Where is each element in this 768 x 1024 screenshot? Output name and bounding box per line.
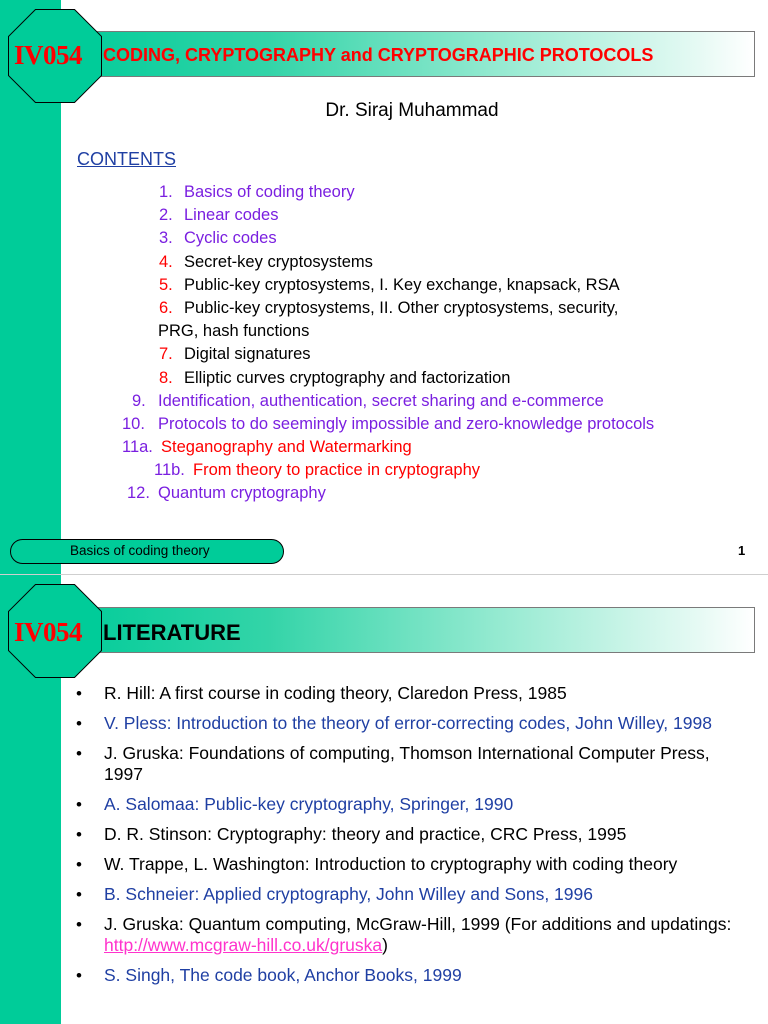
bullet-icon: •: [76, 795, 82, 814]
literature-item-text: D. R. Stinson: Cryptography: theory and practice, CRC Press, 1995: [104, 824, 627, 844]
toc-item-text: Secret-key cryptosystems: [184, 252, 373, 271]
literature-item: [0, 794, 768, 815]
literature-item: [0, 683, 768, 704]
toc-item[interactable]: [0, 483, 768, 506]
toc-item-text: Digital signatures: [184, 345, 311, 364]
toc-item-text: Linear codes: [184, 206, 279, 225]
toc-item-number: 9.: [132, 391, 146, 410]
toc-item[interactable]: [0, 205, 768, 228]
bullet-icon: •: [76, 855, 82, 874]
toc-item-text: Identification, authentication, secret sharing and e-commerce: [158, 391, 604, 410]
toc-item-number: 11b.: [154, 461, 185, 480]
toc-item-number: 5.: [159, 275, 173, 294]
toc-item-text: From theory to practice in cryptography: [193, 461, 481, 480]
toc-item[interactable]: [0, 414, 768, 437]
slide-2-title: LITERATURE: [103, 620, 241, 645]
literature-item-text-after: ): [382, 935, 388, 955]
bullet-icon: •: [76, 684, 82, 703]
toc-item-number: 6.: [159, 298, 173, 317]
literature-item: [0, 713, 768, 734]
toc-item-text: Cyclic codes: [184, 229, 277, 248]
bullet-icon: •: [76, 885, 82, 904]
literature-item: [0, 965, 768, 986]
toc-item[interactable]: [0, 391, 768, 414]
literature-item-text: W. Trappe, L. Washington: Introduction to cryptography with coding theory: [104, 854, 678, 874]
literature-item-text: J. Gruska: Foundations of computing, Thomson International Computer Press, 1997: [104, 743, 710, 784]
page-number: 1: [738, 543, 746, 558]
toc-item-number: 1.: [159, 183, 173, 201]
toc-item[interactable]: [0, 182, 768, 205]
toc-item-text: Public-key cryptosystems, II. Other cryptosystems, security,: [184, 298, 619, 317]
bullet-icon: •: [76, 714, 82, 733]
bullet-icon: •: [76, 825, 82, 844]
contents-heading[interactable]: CONTENTS: [77, 149, 176, 169]
literature-item-text: J. Gruska: Quantum computing, McGraw-Hill, 1999 (For additions and updatings:: [104, 914, 732, 934]
toc-item-number: 8.: [159, 368, 173, 387]
toc-item-number: 11a.: [122, 438, 153, 457]
toc-item[interactable]: [0, 437, 768, 460]
toc-item[interactable]: [0, 298, 768, 321]
toc-item[interactable]: [0, 460, 768, 483]
toc-item[interactable]: [0, 368, 768, 391]
toc-item-number: 10.: [122, 414, 145, 433]
literature-item: [0, 743, 768, 785]
toc-item-text: Public-key cryptosystems, I. Key exchange, knapsack, RSA: [184, 275, 620, 294]
bullet-icon: •: [76, 966, 82, 985]
toc-item-text: Protocols to do seemingly impossible and zero-knowledge protocols: [158, 414, 655, 433]
bullet-icon: •: [76, 744, 82, 763]
author-name: Dr. Siraj Muhammad: [325, 100, 499, 121]
toc-item-number: 4.: [159, 252, 173, 271]
bullet-icon: •: [76, 915, 82, 934]
literature-item-text: R. Hill: A first course in coding theory, Claredon Press, 1985: [104, 683, 567, 703]
toc-item[interactable]: [0, 252, 768, 275]
toc-item-text: Quantum cryptography: [158, 484, 326, 503]
course-code: IV054: [14, 40, 83, 70]
literature-item: [0, 884, 768, 905]
toc-item-text: Steganography and Watermarking: [161, 438, 412, 457]
literature-list: [0, 683, 768, 995]
table-of-contents: [0, 182, 768, 507]
literature-item-text: A. Salomaa: Public-key cryptography, Springer, 1990: [104, 794, 514, 814]
literature-item-text: V. Pless: Introduction to the theory of error-correcting codes, John Willey, 1998: [104, 713, 712, 733]
toc-item-number: 3.: [159, 229, 173, 248]
literature-item: [0, 824, 768, 845]
footer-section-label: Basics of coding theory: [70, 543, 210, 558]
toc-item-number: 7.: [159, 345, 173, 364]
literature-item: [0, 854, 768, 875]
toc-item[interactable]: [0, 275, 768, 298]
slide-2: [0, 575, 768, 1024]
course-code: IV054: [14, 617, 83, 647]
gruska-link[interactable]: http://www.mcgraw-hill.co.uk/gruska: [104, 935, 383, 955]
literature-item-text: B. Schneier: Applied cryptography, John Willey and Sons, 1996: [104, 884, 593, 904]
toc-item-text: Basics of coding theory: [184, 183, 355, 201]
literature-item: [0, 914, 768, 956]
toc-item-text: PRG, hash functions: [158, 322, 310, 341]
toc-item-number: 12.: [127, 484, 150, 503]
toc-item-number: 2.: [159, 206, 173, 225]
literature-item-text: S. Singh, The code book, Anchor Books, 1999: [104, 965, 462, 985]
toc-item[interactable]: [0, 344, 768, 367]
toc-item-continuation: [0, 321, 768, 344]
toc-item[interactable]: [0, 228, 768, 251]
slide-1-title: CODING, CRYPTOGRAPHY and CRYPTOGRAPHIC PROTOCOLS: [103, 45, 654, 65]
toc-item-text: Elliptic curves cryptography and factorization: [184, 368, 511, 387]
